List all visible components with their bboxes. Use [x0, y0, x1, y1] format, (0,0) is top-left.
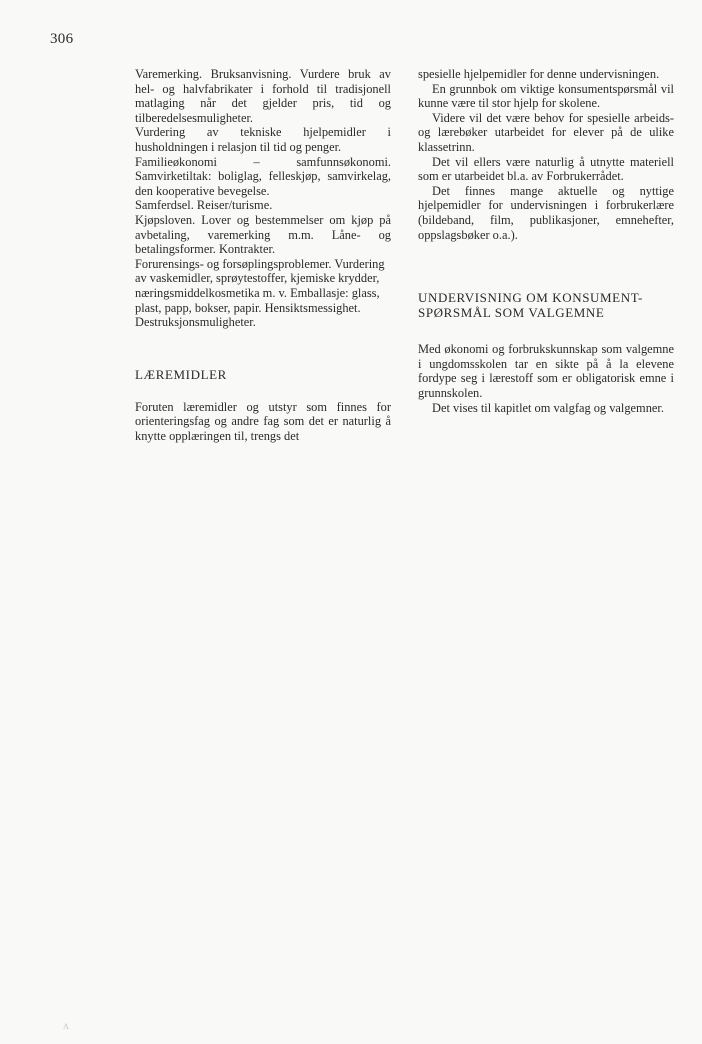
- list-item: Samferdsel. Reiser/turisme.: [135, 198, 273, 213]
- body-paragraph: Det vises til kapitlet om valgfag og valgemner.: [432, 400, 664, 415]
- body-paragraph: Det vil ellers være naturlig å utnytte materiell som er utarbeidet bl.a. av Forbrukerrådet.: [418, 154, 674, 184]
- right-column: [418, 67, 674, 415]
- body-paragraph: Foruten læremidler og utstyr som finnes for orienteringsfag og andre fag som det er naturlig å knytte opplæringen til, trengs det: [135, 399, 391, 443]
- list-item: Varemerking. Bruksanvisning. Vurdere bruk av hel- og halvfabrikater i forhold til tradisjonell matlaging når det gjelder pris, tid og tilberedelsesmuligheter.: [135, 67, 391, 125]
- page-number: 306: [50, 31, 74, 47]
- section-heading-laeremidler: LÆREMIDLER: [135, 366, 227, 382]
- list-item: Forurensings- og forsøplingsproblemer. Vurdering av vaskemidler, sprøytestoffer, kjemiske krydder, næringsmiddelkosmetika m. v. Emballasje: glass, plast, papp, bokser, papir. Hensiktsmessighet. Destruksjonsmuligheter.: [135, 256, 385, 330]
- list-item: Familieøkonomi – samfunnsøkonomi. Samvirketiltak: boliglag, felleskjøp, samvirkelag, den kooperative bevegelse.: [135, 154, 391, 198]
- section-heading-valgemne: [418, 290, 674, 320]
- body-paragraph: Videre vil det være behov for spesielle arbeids- og lærebøker utarbeidet for elever på de ulike klassetrinn.: [418, 110, 674, 154]
- scan-speck: Λ: [63, 1022, 69, 1031]
- list-item: Kjøpsloven. Lover og bestemmelser om kjøp på avbetaling, varemerking m.m. Låne- og betalingsformer. Kontrakter.: [135, 212, 391, 257]
- body-paragraph: Det finnes mange aktuelle og nyttige hjelpemidler for undervisningen i forbrukerlære (bildeband, film, publikasjoner, emnehefter, oppslagsbøker o.a.).: [418, 183, 674, 242]
- body-paragraph: En grunnbok om viktige konsumentspørsmål vil kunne være til stor hjelp for skolene.: [418, 81, 674, 111]
- heading-line-1: UNDERVISNING OM KONSUMENT-: [418, 290, 643, 306]
- left-column: [135, 67, 391, 443]
- list-item: Vurdering av tekniske hjelpemidler i husholdningen i relasjon til tid og penger.: [135, 125, 391, 154]
- heading-line-2: SPØRSMÅL SOM VALGEMNE: [418, 305, 605, 321]
- body-paragraph: spesielle hjelpemidler for denne undervisningen.: [418, 67, 660, 81]
- body-paragraph: Med økonomi og forbrukskunnskap som valgemne i ungdomsskolen tar en sikte på å la elevene fordype seg i lærestoff som er obligatorisk emne i grunnskolen.: [418, 342, 674, 400]
